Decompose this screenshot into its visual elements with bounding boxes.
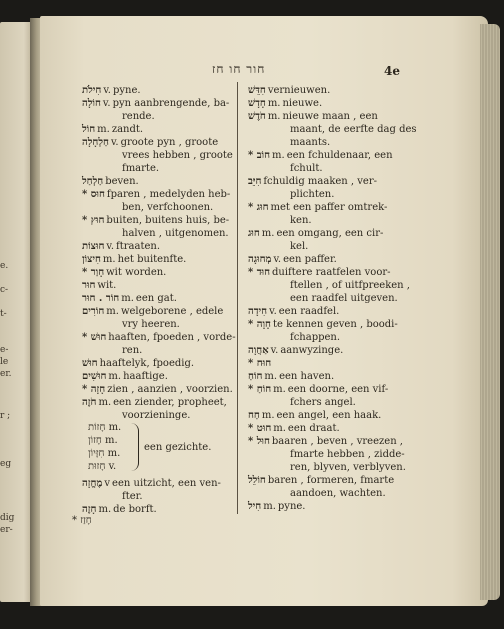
dictionary-entry bbox=[82, 370, 168, 383]
dictionary-entry bbox=[82, 279, 116, 292]
hebrew-headword: חִידָה bbox=[248, 306, 268, 317]
hebrew-headword: חֹזֶה bbox=[82, 397, 97, 408]
margin-fragment: r ; bbox=[0, 411, 11, 421]
definition-text: een ziender, propheet, bbox=[113, 397, 227, 408]
definition-text: pyne. bbox=[277, 501, 306, 512]
definition-text: baren , formeren, fmarte bbox=[267, 475, 395, 486]
definition-continuation: fchult. bbox=[290, 163, 323, 174]
dictionary-entry bbox=[248, 500, 305, 513]
definition-continuation: een raadfel uitgeven. bbox=[290, 293, 398, 304]
definition-text: wit. bbox=[97, 280, 117, 291]
gender-marker: m. bbox=[267, 111, 281, 122]
brace-label: een gezichte. bbox=[144, 442, 212, 453]
hebrew-headword: חָזֶה bbox=[82, 504, 97, 515]
definition-text: wit worden. bbox=[106, 267, 167, 278]
hebrew-headword: * חוּל bbox=[248, 436, 270, 447]
dictionary-entry bbox=[248, 253, 337, 266]
dictionary-entry bbox=[248, 305, 339, 318]
hebrew-headword: * חוּס bbox=[82, 189, 105, 200]
hebrew-headword: * חוּג bbox=[248, 202, 269, 213]
hebrew-headword: חוֹל bbox=[82, 124, 96, 135]
definition-continuation: maant, de eerfte dag des bbox=[290, 124, 417, 135]
dictionary-entry bbox=[248, 149, 393, 162]
dictionary-entry bbox=[82, 477, 221, 490]
definition-text: beven. bbox=[105, 176, 139, 187]
gender-marker: m. bbox=[273, 384, 286, 395]
hebrew-headword: חִילֹת bbox=[82, 85, 102, 96]
definition-continuation: fmarte hebben , zidde- bbox=[290, 449, 405, 460]
definition-continuation: fter. bbox=[122, 491, 143, 502]
hebrew-headword: * חוֹחַ bbox=[248, 384, 272, 395]
dictionary-entry bbox=[248, 201, 387, 214]
hebrew-headword: חוּג bbox=[248, 228, 260, 239]
hebrew-headword: * חָוָה bbox=[248, 319, 271, 330]
dictionary-entry bbox=[82, 84, 141, 97]
gender-marker: m. bbox=[121, 293, 134, 304]
definition-continuation: rende. bbox=[122, 111, 155, 122]
margin-fragment: dig bbox=[0, 513, 15, 523]
gender-marker: m. bbox=[263, 501, 276, 512]
definition-text: het buitenfte. bbox=[117, 254, 187, 265]
running-header: חור חו חז bbox=[212, 62, 266, 76]
hebrew-headword: חוֹחַ bbox=[248, 371, 263, 382]
brace-word: חָזוֹן m. bbox=[88, 435, 118, 446]
gender-marker: m. bbox=[261, 228, 275, 239]
hebrew-headword: חַח bbox=[248, 410, 260, 421]
left-page-fragment bbox=[0, 22, 34, 602]
definition-text: te kennen geven , boodi- bbox=[272, 319, 398, 330]
dictionary-entry bbox=[248, 266, 391, 279]
definition-text: nieuwe maan , een bbox=[282, 111, 378, 122]
definition-text: nieuwe. bbox=[282, 98, 323, 109]
dictionary-entry bbox=[248, 344, 343, 357]
gender-marker: m. bbox=[272, 150, 285, 161]
hebrew-headword: חַלְחָלָה bbox=[82, 137, 109, 148]
hebrew-headword: חִדֵּשׁ bbox=[248, 85, 266, 96]
dictionary-entry bbox=[82, 396, 227, 409]
gender-marker: m. bbox=[273, 423, 286, 434]
gender-marker: v. bbox=[110, 137, 119, 148]
margin-fragment: c- bbox=[0, 285, 9, 295]
definition-text: een uitzicht, een ven- bbox=[112, 478, 221, 489]
dictionary-entry bbox=[248, 318, 398, 331]
dictionary-entry bbox=[248, 97, 322, 110]
definition-text: pyne. bbox=[112, 85, 141, 96]
definition-continuation: maants. bbox=[290, 137, 331, 148]
definition-continuation: aandoen, wachten. bbox=[290, 488, 386, 499]
dictionary-entry bbox=[82, 357, 194, 370]
definition-continuation: voorzieninge. bbox=[122, 410, 191, 421]
hebrew-headword: * חוּשׁ bbox=[82, 332, 107, 343]
hebrew-headword: חוֹלָה bbox=[82, 98, 101, 109]
hebrew-headword: חוּשׁ bbox=[82, 358, 98, 369]
dictionary-entry bbox=[82, 136, 218, 149]
hebrew-headword: מְחוּגָה bbox=[248, 254, 272, 265]
gender-marker: v. bbox=[106, 241, 115, 252]
margin-fragment: eg bbox=[0, 459, 12, 469]
margin-fragment: er- bbox=[0, 525, 13, 535]
hebrew-headword: מֶחֱזָה bbox=[82, 478, 103, 489]
gender-marker: m. bbox=[106, 306, 119, 317]
hebrew-headword: חָדָשׁ bbox=[248, 98, 266, 109]
definition-text: een haven. bbox=[279, 371, 335, 382]
definition-text: zien , aanzien , voorzien. bbox=[107, 384, 233, 395]
definition-text: welgeborene , edele bbox=[120, 306, 224, 317]
gender-marker: v. bbox=[270, 345, 279, 356]
definition-text: fchuldig maaken , ver- bbox=[263, 176, 378, 187]
gender-marker: m. bbox=[267, 98, 281, 109]
definition-continuation: fmarte. bbox=[122, 163, 160, 174]
gender-marker: v. bbox=[103, 85, 111, 96]
definition-text: ftraaten. bbox=[116, 241, 161, 252]
dictionary-entry bbox=[248, 227, 383, 240]
definition-text: een fchuldenaar, een bbox=[286, 150, 393, 161]
definition-text: haaftelyk, fpoedig. bbox=[99, 358, 195, 369]
dictionary-entry bbox=[82, 266, 166, 279]
dictionary-entry bbox=[248, 110, 378, 123]
definition-text: fparen , medelyden heb- bbox=[106, 189, 231, 200]
hebrew-headword: חַלְחַל bbox=[82, 176, 104, 187]
margin-fragment: e- bbox=[0, 345, 9, 355]
definition-text: groote pyn , groote bbox=[120, 137, 219, 148]
gender-marker: m. bbox=[97, 124, 110, 135]
gender-marker: m. bbox=[264, 371, 278, 382]
definition-continuation: ken. bbox=[290, 215, 312, 226]
dictionary-entry bbox=[248, 383, 388, 396]
gender-marker: m. bbox=[108, 371, 122, 382]
gender-marker: m. bbox=[261, 410, 275, 421]
definition-continuation: vrees hebben , groote bbox=[122, 150, 233, 161]
gender-marker: m. bbox=[98, 397, 112, 408]
dictionary-entry bbox=[82, 383, 233, 396]
definition-text: zandt. bbox=[111, 124, 144, 135]
definition-text: een angel, een haak. bbox=[276, 410, 382, 421]
definition-continuation: plichten. bbox=[290, 189, 335, 200]
dictionary-entry bbox=[82, 253, 186, 266]
definition-text: een omgang, een cir- bbox=[276, 228, 384, 239]
gender-marker: v bbox=[104, 478, 111, 489]
dictionary-entry bbox=[248, 370, 334, 383]
definition-continuation: kel. bbox=[290, 241, 309, 252]
dictionary-entry bbox=[82, 503, 157, 516]
page-number: 4e bbox=[384, 64, 400, 78]
dictionary-entry bbox=[82, 305, 223, 318]
hebrew-headword: חִיֵּב bbox=[248, 176, 262, 187]
dictionary-entry bbox=[248, 435, 403, 448]
hebrew-headword: חוֹלֵל bbox=[248, 475, 266, 486]
hebrew-headword: חוּר bbox=[82, 280, 96, 291]
dictionary-entry bbox=[82, 292, 177, 305]
definition-text: een doorne, een vif- bbox=[287, 384, 389, 395]
dictionary-entry bbox=[248, 409, 381, 422]
gender-marker: m. bbox=[98, 504, 112, 515]
hebrew-headword: חֹדֶשׁ bbox=[248, 111, 266, 122]
definition-continuation: ben, verfchoonen. bbox=[122, 202, 214, 213]
definition-text: buiten, buitens huis, be- bbox=[106, 215, 230, 226]
hebrew-headword: חוּשִׁים bbox=[82, 371, 107, 382]
hebrew-headword: חִיצוֹן bbox=[82, 254, 101, 265]
hebrew-headword: * חוּט bbox=[248, 423, 272, 434]
definition-text: een raadfel. bbox=[278, 306, 340, 317]
dictionary-entry bbox=[82, 331, 236, 344]
definition-text: haaften, fpoeden , vorde- bbox=[108, 332, 236, 343]
dictionary-entry bbox=[248, 357, 273, 370]
definition-text: met een paffer omtrek- bbox=[270, 202, 388, 213]
definition-text: duiftere raatfelen voor- bbox=[272, 267, 391, 278]
brace-word: חִזָּיוֹן m. bbox=[88, 448, 121, 459]
page-edges bbox=[480, 24, 500, 600]
definition-continuation: vry heeren. bbox=[122, 319, 180, 330]
definition-text: vernieuwen. bbox=[267, 85, 331, 96]
hebrew-headword: * חוּח bbox=[248, 358, 272, 369]
definition-continuation: ren. bbox=[122, 345, 143, 356]
definition-continuation: halven , uitgenomen. bbox=[122, 228, 229, 239]
hebrew-headword: * חָזָה bbox=[82, 384, 106, 395]
hebrew-headword: * חָוַר bbox=[82, 267, 105, 278]
hebrew-headword: חוֹר . חוּר bbox=[82, 293, 120, 304]
hebrew-headword: חוּצוֹת bbox=[82, 241, 105, 252]
dictionary-entry bbox=[248, 175, 377, 188]
definition-continuation: fchappen. bbox=[290, 332, 341, 343]
margin-fragment: t- bbox=[0, 309, 7, 319]
definition-text: een paffer. bbox=[283, 254, 337, 265]
definition-text: haaftige. bbox=[123, 371, 168, 382]
definition-text: pyn aanbrengende, ba- bbox=[112, 98, 230, 109]
dictionary-entry bbox=[82, 240, 160, 253]
margin-fragment: le bbox=[0, 357, 9, 367]
dictionary-entry bbox=[82, 97, 229, 110]
definition-text: een draat. bbox=[287, 423, 340, 434]
hebrew-headword: * חוֹב bbox=[248, 150, 271, 161]
hebrew-headword: * חוּד bbox=[248, 267, 271, 278]
definition-text: de borft. bbox=[113, 504, 157, 515]
dictionary-entry bbox=[82, 188, 230, 201]
dictionary-entry bbox=[248, 474, 394, 487]
curly-brace bbox=[130, 423, 139, 471]
catchword: * חָזַז bbox=[72, 515, 92, 526]
hebrew-headword: חוֹרִים bbox=[82, 306, 105, 317]
brace-word: חָזוֹת m. bbox=[88, 422, 122, 433]
gender-marker: v. bbox=[102, 98, 111, 109]
dictionary-entry bbox=[248, 422, 340, 435]
gender-marker: v. bbox=[269, 306, 277, 317]
gender-marker: m. bbox=[102, 254, 116, 265]
definition-text: baaren , beven , vreezen , bbox=[271, 436, 403, 447]
dictionary-entry bbox=[248, 84, 330, 97]
definition-continuation: ftellen , of uitfpreeken , bbox=[290, 280, 410, 291]
dictionary-entry bbox=[82, 175, 139, 188]
margin-fragment: e. bbox=[0, 261, 9, 271]
definition-continuation: ren, blyven, verblyven. bbox=[290, 462, 406, 473]
definition-text: aanwyzinge. bbox=[280, 345, 344, 356]
definition-continuation: fchers angel. bbox=[290, 397, 356, 408]
dictionary-entry bbox=[82, 123, 143, 136]
hebrew-headword: אַחֲוָה bbox=[248, 345, 269, 356]
dictionary-entry bbox=[82, 214, 229, 227]
gender-marker: v. bbox=[273, 254, 282, 265]
margin-fragment: er. bbox=[0, 369, 12, 379]
hebrew-headword: חִיל bbox=[248, 501, 262, 512]
definition-text: een gat. bbox=[135, 293, 177, 304]
left-margin-text bbox=[0, 22, 30, 602]
column-divider bbox=[237, 82, 238, 514]
brace-word: חָזוּת v. bbox=[88, 461, 117, 472]
hebrew-headword: * חוּץ bbox=[82, 215, 105, 226]
